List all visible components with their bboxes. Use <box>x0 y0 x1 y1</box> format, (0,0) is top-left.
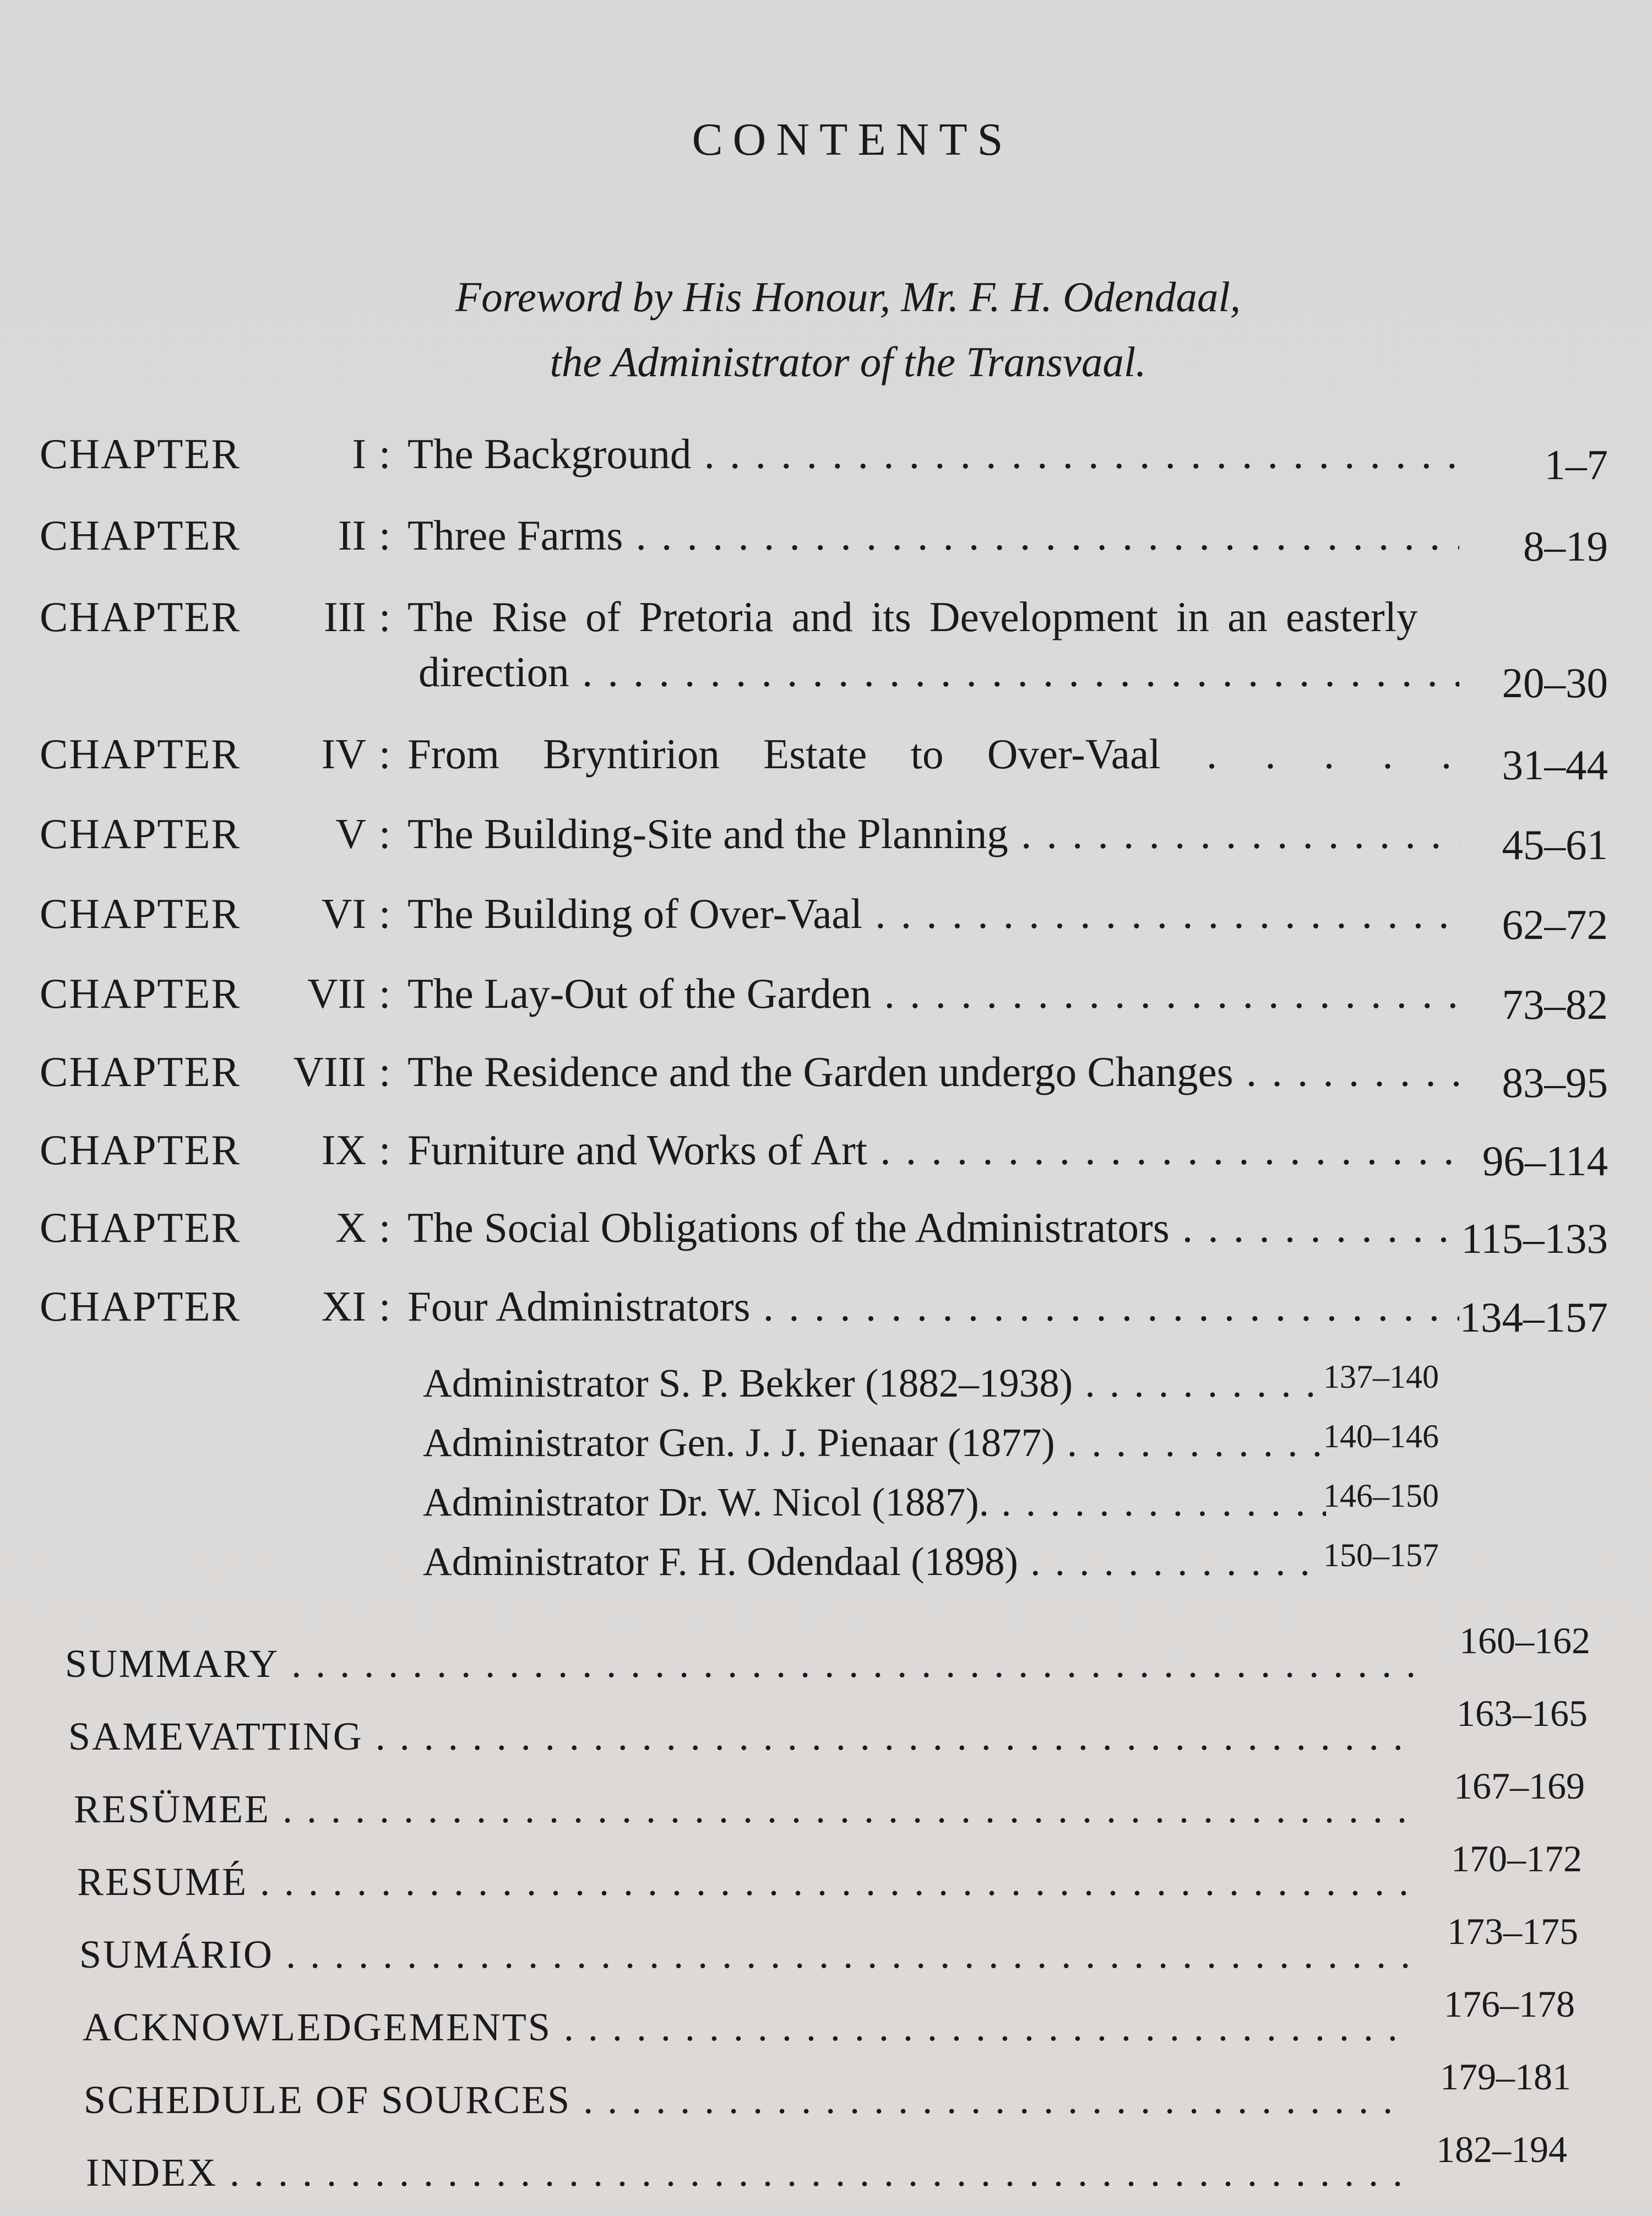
sub-entry-title: Administrator Dr. W. Nicol (1887). . . . <box>423 1479 1326 1525</box>
chapter-entry <box>0 511 1652 577</box>
chapter-pages: 83–95 <box>1502 1059 1608 1106</box>
chapter-number: II <box>338 512 366 559</box>
chapter-entry <box>0 730 1652 796</box>
foreword-line-2: the Administrator of the Transvaal. <box>550 338 1146 385</box>
chapter-pages: 134–157 <box>1459 1294 1608 1341</box>
chapter-label: CHAPTER <box>40 810 241 857</box>
page-title: CONTENTS <box>692 114 1013 165</box>
chapter-pages: 31–44 <box>1502 741 1608 789</box>
chapter-label: CHAPTER <box>40 512 241 559</box>
separator: : <box>379 512 391 559</box>
backmatter-title: SCHEDULE OF SOURCES . . . <box>84 2077 1405 2123</box>
chapter-label: CHAPTER <box>40 730 241 778</box>
sub-entry <box>423 1360 1447 1415</box>
chapter-number: X <box>335 1204 366 1251</box>
backmatter-pages: 167–169 <box>1454 1765 1585 1807</box>
chapter-pages: 20–30 <box>1502 659 1608 707</box>
chapter-label: CHAPTER <box>40 430 241 477</box>
chapter-label: CHAPTER <box>40 1204 241 1251</box>
backmatter-pages: 163–165 <box>1457 1692 1588 1734</box>
separator: : <box>379 810 391 857</box>
chapter-entry <box>0 810 1652 876</box>
chapter-label: CHAPTER <box>40 890 241 937</box>
chapter-title: From Bryntirion Estate to Over-Vaal . . . <box>407 730 1459 779</box>
backmatter-title: RESUMÉ . . . <box>77 1859 1415 1905</box>
chapter-title: The Residence and the Garden undergo Changes . . . <box>407 1047 1459 1096</box>
backmatter-pages: 160–162 <box>1459 1620 1590 1661</box>
sub-entry-pages: 146–150 <box>1323 1478 1439 1514</box>
chapter-entry <box>0 1203 1652 1269</box>
sub-entry <box>423 1539 1447 1594</box>
chapter-pages: 1–7 <box>1544 441 1608 488</box>
chapter-title: The Background . . . <box>407 430 1459 479</box>
backmatter-title: SUMMARY . . . <box>65 1641 1420 1687</box>
backmatter-entry <box>0 2056 1652 2143</box>
separator: : <box>379 1204 391 1251</box>
chapter-entry <box>0 889 1652 955</box>
chapter-label: CHAPTER <box>40 1126 241 1174</box>
separator: : <box>379 1126 391 1174</box>
sub-entry-title: Administrator F. H. Odendaal (1898) . . . <box>423 1539 1326 1585</box>
chapter-number: IV <box>321 730 366 778</box>
sub-entry-title: Administrator Gen. J. J. Pienaar (1877) . . . <box>423 1420 1326 1466</box>
chapter-label: CHAPTER <box>40 970 241 1017</box>
chapter-pages: 62–72 <box>1502 901 1608 948</box>
chapter-number: V <box>335 810 366 857</box>
chapter-pages: 45–61 <box>1502 821 1608 868</box>
chapter-pages: 96–114 <box>1482 1137 1608 1185</box>
sub-entry-title: Administrator S. P. Bekker (1882–1938) . . . <box>423 1360 1326 1406</box>
backmatter-title: ACKNOWLEDGEMENTS . . . <box>83 2005 1410 2050</box>
chapter-title-continued: direction . . . <box>419 648 1459 697</box>
separator: : <box>379 1283 391 1330</box>
sub-entry-pages: 150–157 <box>1323 1537 1439 1573</box>
chapter-number: I <box>352 430 366 477</box>
chapter-title: Furniture and Works of Art . . . <box>407 1126 1459 1175</box>
chapter-entry <box>0 593 1652 714</box>
separator: : <box>379 730 391 778</box>
chapter-number: IX <box>321 1126 366 1174</box>
backmatter-entry <box>0 1838 1652 1925</box>
chapter-entry <box>0 1282 1652 1348</box>
chapter-entry <box>0 969 1652 1035</box>
chapter-number: XI <box>321 1283 366 1330</box>
backmatter-title: INDEX . . . <box>86 2150 1402 2196</box>
foreword-note <box>0 264 1652 394</box>
chapter-number: III <box>324 593 366 640</box>
backmatter-pages: 176–178 <box>1444 1983 1575 2025</box>
chapter-title: The Rise of Pretoria and its Development in an easterly <box>407 593 1418 640</box>
chapter-entry <box>0 1047 1652 1114</box>
backmatter-entry <box>0 1692 1652 1780</box>
backmatter-pages: 179–181 <box>1440 2056 1571 2098</box>
chapter-label: CHAPTER <box>40 593 241 640</box>
chapter-pages: 73–82 <box>1502 981 1608 1028</box>
backmatter-title: RESÜMEE . . . <box>74 1786 1417 1832</box>
sub-entry <box>423 1479 1447 1534</box>
chapter-pages: 115–133 <box>1461 1215 1608 1262</box>
separator: : <box>379 593 391 640</box>
backmatter-entry <box>0 1620 1652 1707</box>
chapter-title: The Lay-Out of the Garden . . . <box>407 969 1459 1018</box>
separator: : <box>379 430 391 477</box>
backmatter-pages: 173–175 <box>1447 1910 1578 1952</box>
chapter-number: VIII <box>293 1048 366 1095</box>
separator: : <box>379 1048 391 1095</box>
chapter-label: CHAPTER <box>40 1048 241 1095</box>
chapter-number: VI <box>321 890 366 937</box>
chapter-title: Four Administrators . . . <box>407 1282 1459 1331</box>
chapter-title: The Building-Site and the Planning . . . <box>407 810 1459 859</box>
backmatter-entry <box>0 1983 1652 2071</box>
chapter-title: The Social Obligations of the Administrators . . . <box>407 1203 1459 1252</box>
backmatter-entry <box>0 1910 1652 1998</box>
separator: : <box>379 890 391 937</box>
chapter-label: CHAPTER <box>40 1283 241 1330</box>
chapter-title: Three Farms . . . <box>407 511 1459 560</box>
sub-entry-pages: 140–146 <box>1323 1418 1439 1454</box>
backmatter-entry <box>0 2128 1652 2216</box>
separator: : <box>379 970 391 1017</box>
chapter-entry <box>0 1126 1652 1192</box>
backmatter-entry <box>0 1765 1652 1853</box>
backmatter-pages: 182–194 <box>1436 2128 1567 2170</box>
chapter-number: VII <box>307 970 366 1017</box>
foreword-line-1: Foreword by His Honour, Mr. F. H. Odendaal, <box>455 273 1241 321</box>
chapter-pages: 8–19 <box>1523 523 1608 570</box>
chapter-entry <box>0 430 1652 496</box>
chapter-title: The Building of Over-Vaal . . . <box>407 889 1459 938</box>
backmatter-title: SAMEVATTING . . . <box>68 1714 1417 1759</box>
sub-entry <box>423 1420 1447 1475</box>
backmatter-title: SUMÁRIO . . . <box>79 1932 1412 1978</box>
sub-entry-pages: 137–140 <box>1323 1359 1439 1395</box>
backmatter-pages: 170–172 <box>1451 1838 1582 1880</box>
